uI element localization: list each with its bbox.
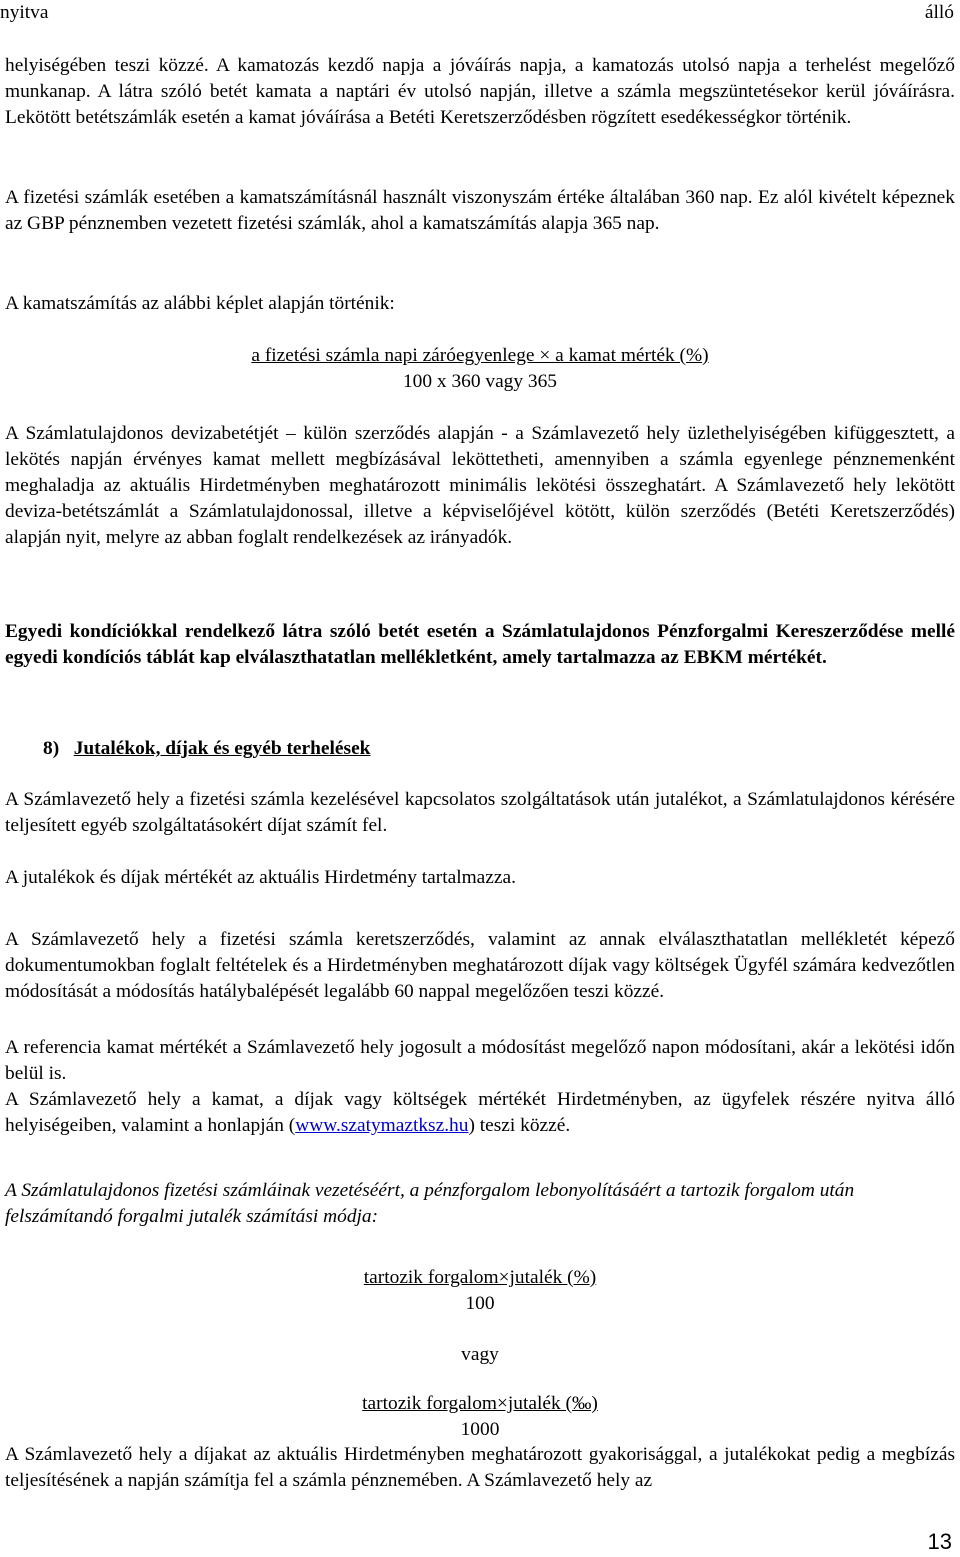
formula-percent-denominator: 100	[465, 1293, 495, 1314]
section-title: Jutalékok, díjak és egyéb terhelések	[73, 738, 371, 759]
paragraph-publication: A Számlavezető hely a kamat, a díjak vagy költségek mértékét Hirdetményben, az ügyfelek részére nyitva álló helyiségeiben, valamint a honlapján (www.szatymaztksz.hu) teszi közzé.	[5, 1089, 955, 1136]
paragraph-unfavourable-change: A Számlavezető hely a fizetési számla keretszerződés, valamint az annak elválaszthatatlan mellékletét képező dokumentumokban foglalt feltételek és a Hirdetményben meghatározott díjak vagy költségek Ügyfél számára kedvezőtlen módosítását a módosítás hatálybalépését legalább 60 nappal megelőzően teszi közzé.	[5, 929, 955, 1002]
formula-percent	[5, 1265, 955, 1317]
formula-interest-numerator: a fizetési számla napi záróegyenlege × a kamat mérték (%)	[251, 345, 709, 366]
paragraph-foreign-currency-deposit: A Számlatulajdonos devizabetétjét – külön szerződés alapján - a Számlavezető hely üzlethelyiségében kifüggesztett, a lekötés napján érvényes kamat mellett megbízásával leköttetheti, amennyiben a számla egyenlege pénznemenként meghaladja az aktuális Hirdetményben meghatározott minimális lekötési összeghatárt. A Számlavezető hely lekötött deviza-betétszámlát a Számlatulajdonossal, illetve a képviselőjével kötött, külön szerződés (Betéti Keretszerződés) alapján nyit, melyre az abban foglalt rendelkezések az irányadók.	[5, 423, 955, 548]
section-number: 8)	[43, 738, 60, 759]
section-heading	[43, 736, 943, 762]
formula-percent-numerator: tartozik forgalom×jutalék (%)	[363, 1267, 597, 1288]
header-left-fragment: nyitva	[0, 2, 49, 23]
paragraph-interest-accrual: helyiségében teszi közzé. A kamatozás kezdő napja a jóváírás napja, a kamatozás utolsó napja a terhelést megelőző munkanap. A látra szóló betét kamata a naptári év utolsó napján, illetve a számla megszüntetésekor kerül jóváírásra. Lekötött betétszámlák esetén a kamat jóváírása a Betéti Keretszerződésben rögzített esedékességkor történik.	[5, 55, 955, 128]
formula-interest	[5, 343, 955, 395]
paragraph-charging-schedule: A Számlavezető hely a díjakat az aktuális Hirdetményben meghatározott gyakorisággal, a jutalékokat pedig a megbízás teljesítésének a napján számítja fel a számla pénznemében. A Számlavezető hely az	[5, 1444, 955, 1491]
paragraph-individual-conditions: Egyedi kondíciókkal rendelkező látra szóló betét esetén a Számlatulajdonos Pénzforgalmi Kereszerződése mellé egyedi kondíciós táblát kap elválaszthatatlan mellékletként, amely tartalmazza az EBKM mértékét.	[5, 621, 955, 668]
paragraph-day-count: A fizetési számlák esetében a kamatszámításnál használt viszonyszám értéke általában 360 nap. Ez alól kivételt képeznek az GBP pénznemben vezetett fizetési számlák, ahol a kamatszámítás alapja 365 nap.	[5, 187, 955, 234]
paragraph-fees-announcement: A jutalékok és díjak mértékét az aktuális Hirdetmény tartalmazza.	[5, 867, 516, 888]
paragraph-commission: A Számlavezető hely a fizetési számla kezelésével kapcsolatos szolgáltatások után jutalékot, a Számlatulajdonos kérésére teljesített egyéb szolgáltatásokért díjat számít fel.	[5, 789, 955, 836]
formula-interest-denominator: 100 x 360 vagy 365	[402, 371, 558, 392]
website-link[interactable]: www.szatymaztksz.hu	[295, 1115, 469, 1136]
paragraph-formula-intro: A kamatszámítás az alábbi képlet alapján történik:	[5, 293, 395, 314]
formula-permille	[5, 1391, 955, 1443]
paragraph-turnover-commission: A Számlatulajdonos fizetési számláinak vezetéséért, a pénzforgalom lebonyolításáért a tartozik forgalom után felszámítandó forgalmi jutalék számítási módja:	[5, 1180, 855, 1227]
page-number: 13	[927, 1529, 952, 1554]
paragraph-reference-rate: A referencia kamat mértékét a Számlavezető hely jogosult a módosítást megelőző napon módosítani, akár a lekötési időn belül is.	[5, 1037, 955, 1084]
formula-permille-denominator: 1000	[460, 1419, 500, 1440]
formula-permille-numerator: tartozik forgalom×jutalék (‰)	[362, 1393, 598, 1414]
formula-or: vagy	[461, 1344, 499, 1365]
header-right-fragment: álló	[924, 2, 954, 23]
